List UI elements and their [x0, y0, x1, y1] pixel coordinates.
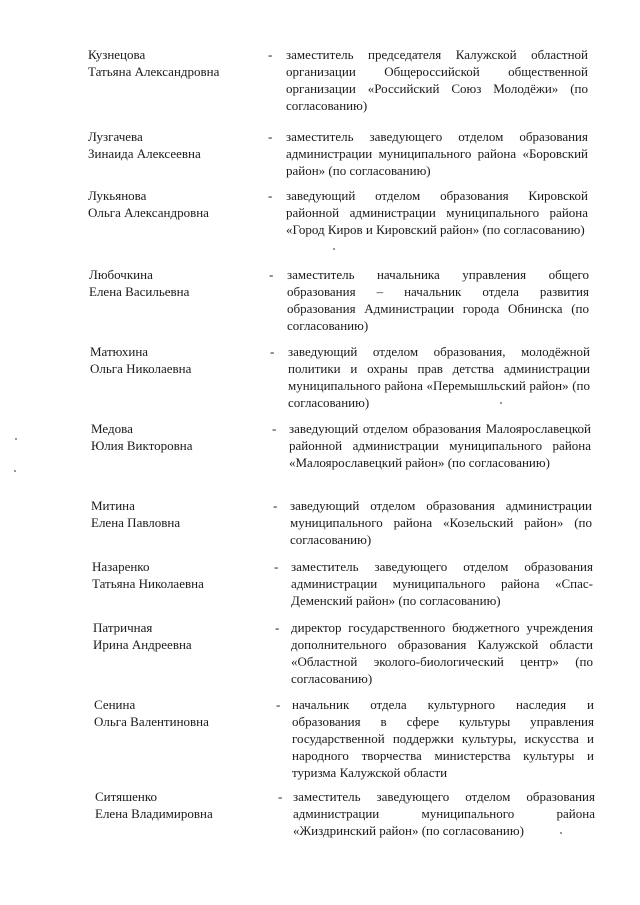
- scan-speck: [500, 402, 502, 404]
- separator-dash: -: [270, 344, 275, 359]
- member-role: заместитель заведующего отделом образования администрации муниципального района «Жиздринский район» (по согласованию): [293, 789, 595, 838]
- member-name: [92, 558, 267, 592]
- member-role: заведующий отделом образования Кировской районной администрации муниципального района «Город Киров и Кировский район» (по согласованию): [286, 188, 588, 237]
- member-name: [88, 128, 263, 162]
- member-given-names: Елена Васильевна: [89, 284, 190, 299]
- member-given-names: Юлия Викторовна: [91, 438, 193, 453]
- member-surname: Сенина: [94, 697, 136, 712]
- separator-dash: -: [278, 789, 283, 804]
- member-surname: Лукьянова: [88, 188, 147, 203]
- member-role: заместитель начальника управления общего образования – начальник отдела развития образования Администрации города Обнинска (по согласованию): [287, 267, 589, 333]
- member-name: [91, 497, 266, 531]
- member-given-names: Татьяна Александровна: [88, 64, 220, 79]
- scan-speck: [14, 470, 16, 472]
- member-surname: Матюхина: [90, 344, 149, 359]
- member-given-names: Елена Павловна: [91, 515, 181, 530]
- member-name: [91, 420, 266, 454]
- member-given-names: Ольга Валентиновна: [94, 714, 209, 729]
- separator-dash: -: [276, 697, 281, 712]
- member-given-names: Ольга Николаевна: [90, 361, 192, 376]
- member-given-names: Ольга Александровна: [88, 205, 209, 220]
- member-surname: Назаренко: [92, 559, 150, 574]
- member-surname: Патричная: [93, 620, 153, 635]
- separator-dash: -: [268, 47, 273, 62]
- separator-dash: -: [275, 620, 280, 635]
- separator-dash: -: [268, 129, 273, 144]
- member-role: начальник отдела культурного наследия и образования в сфере культуры управления государственной поддержки культуры, искусства и народного творчества министерства культуры и туризма Калужской области: [292, 697, 594, 780]
- member-given-names: Зинаида Алексеевна: [88, 146, 201, 161]
- scan-speck: [15, 438, 17, 440]
- member-role: заместитель заведующего отделом образования администрации муниципального района «Боровский район» (по согласованию): [286, 129, 588, 178]
- member-surname: Ситяшенко: [95, 789, 158, 804]
- member-role: заместитель председателя Калужской областной организации Общероссийской общественной организации «Российский Союз Молодёжи» (по согласованию): [286, 47, 588, 113]
- member-role: заведующий отделом образования Малоярославецкой районной администрации муниципального района «Малоярославецкий район» (по согласованию): [289, 421, 591, 470]
- member-surname: Митина: [91, 498, 135, 513]
- scan-speck: [560, 832, 562, 834]
- member-role: заведующий отделом образования, молодёжной политики и охраны прав детства администрации муниципального района «Перемышльский район» (по согласованию): [288, 344, 590, 410]
- separator-dash: -: [272, 421, 277, 436]
- member-role: заведующий отделом образования администрации муниципального района «Козельский район» (по согласованию): [290, 498, 592, 547]
- member-name: [88, 187, 263, 221]
- separator-dash: -: [269, 267, 274, 282]
- separator-dash: -: [274, 559, 279, 574]
- member-name: [93, 619, 268, 653]
- separator-dash: -: [273, 498, 278, 513]
- member-surname: Кузнецова: [88, 47, 146, 62]
- member-given-names: Ирина Андреевна: [93, 637, 192, 652]
- member-surname: Любочкина: [89, 267, 153, 282]
- member-name: [94, 696, 269, 730]
- member-role: директор государственного бюджетного учреждения дополнительного образования Калужской области «Областной эколого-биологический центр» (по согласованию): [291, 620, 593, 686]
- member-name: [88, 46, 263, 80]
- member-role: заместитель заведующего отделом образования администрации муниципального района «Спас-Деменский район» (по согласованию): [291, 559, 593, 608]
- separator-dash: -: [268, 188, 273, 203]
- scan-speck: [333, 248, 335, 250]
- member-name: [89, 266, 264, 300]
- member-surname: Медова: [91, 421, 133, 436]
- member-surname: Лузгачева: [88, 129, 143, 144]
- member-given-names: Татьяна Николаевна: [92, 576, 204, 591]
- member-given-names: Елена Владимировна: [95, 806, 213, 821]
- member-name: [90, 343, 265, 377]
- member-name: [95, 788, 270, 822]
